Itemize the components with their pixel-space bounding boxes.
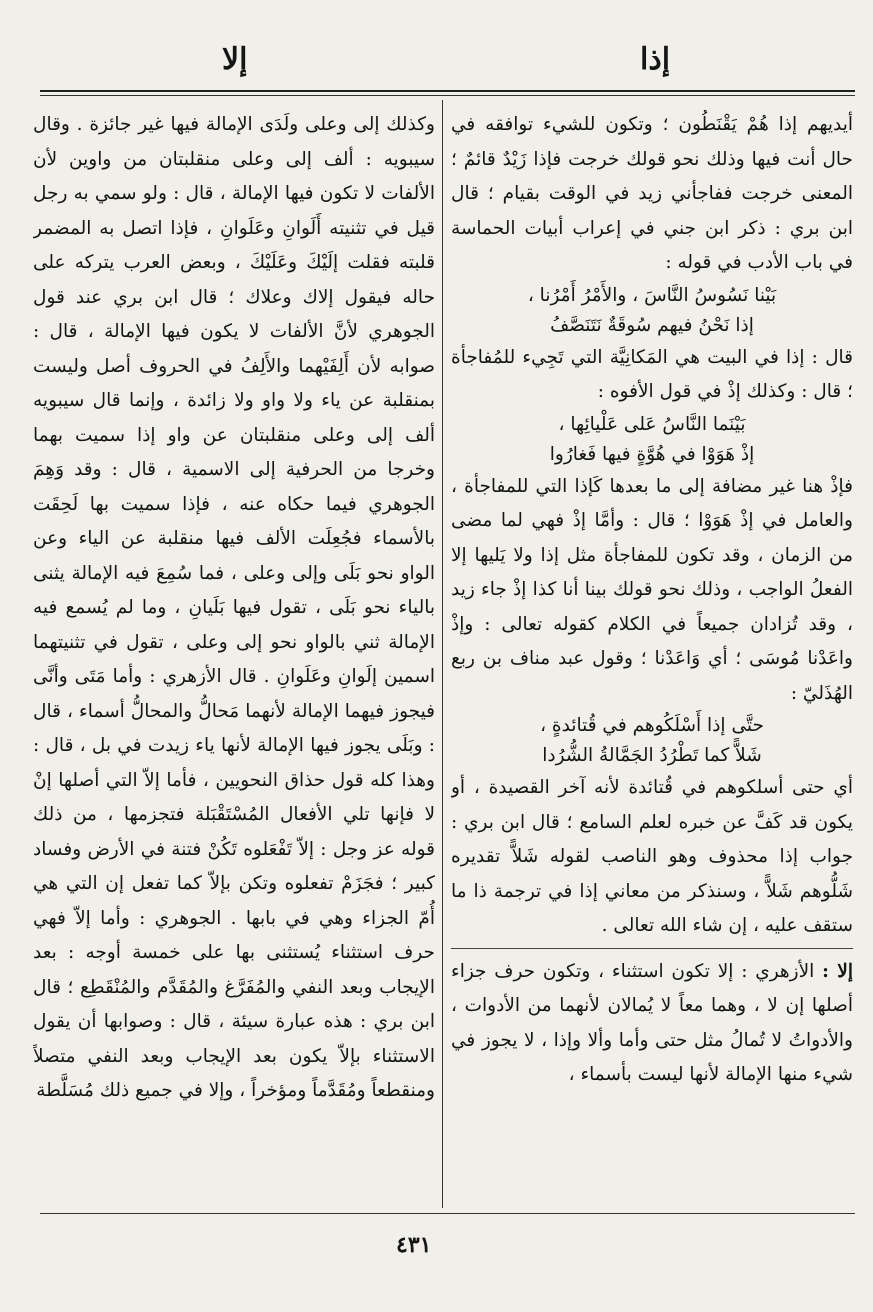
right-column [451,108,853,1206]
page-number: ٤٣١ [396,1232,432,1258]
header-left-word: إلا [222,42,248,77]
top-rule-thin [40,95,855,96]
right-paragraph-1: أيديهم إذا هُمْ يَقْنَطُون ؛ وتكون للشيء توافقه في حال أنت فيها وذلك نحو قولك خرجت فإذا زَيْدٌ قائمٌ ؛ المعنى خرجت ففاجأني زيد في الوقت بقيام ؛ قال ابن بري : ذكر ابن جني في إعراب أبيات الحماسة في باب الأدب في قوله : [451,114,853,273]
verse-2-line-2: إذْ هَوَوْا في هُوَّةٍ فيها فَغارُوا [549,443,755,465]
verse-1-line-1: بَيْنا نَسُوسُ النَّاسَ ، والأَمْرُ أَمْرُنا ، [527,284,777,306]
entry-headword: إلا : [822,960,853,982]
verse-2-line-1: بَيْنَما النَّاسُ عَلى عَلْيائِها ، [558,413,746,435]
right-paragraph-2: قال : إذا في البيت هي المَكانِيَّة التي تَجِيء للمُفاجأة ؛ قال : وكذلك إذْ في قول الأفوه : [451,346,853,402]
column-divider [442,100,443,1208]
left-paragraph-1: وكذلك إلى وعلى ولَدَى الإمالة فيها غير جائزة . وقال سيبويه : ألف إلى وعلى منقلبتان من واوين لأن الألفات لا تكون فيها الإمالة ، قال : ولو سمي به رجل قيل في تثنيته أَلَوانِ وعَلَوانِ ، فإذا اتصل به المضمر قلبته فقلت إلَيْكَ وعَلَيْكَ ، وبعض العرب يتركه على حاله فيقول إلاك وعلاك ؛ قال ابن بري عند قول الجوهري لأنَّ الألفات لا يكون فيها الإمالة ، قال : صوابه لأن أَلِفَيْهما والأَلِفُ في الحروف أصل وليست بمنقلبة عن ياء ولا واو ولا زائدة ، وإنما قال سيبويه ألف إلى وعلى منقلبتان عن واو إذا سميت بهما وخرجا من الحرفية إلى الاسمية ، قال : وقد وَهِمَ الجوهري فيما حكاه عنه ، فإذا سميت بها لَحِقَت بالأسماء فجُعِلَت الألف فيها منقلبة عن الياء وعن الواو نحو بَلَى وإلى وعلى ، فما سُمِعَ فيه الإمالة يثنى بالياء نحو بَلَى ، تقول فيها بَلَيانِ ، وما لم يُسمع فيه الإمالة ثني بالواو نحو إلى وعلى ، تقول في تثنيتهما اسمين إلَوانِ وعَلَوانِ . قال الأزهري : وأما مَتَى وأنَّى فيجوز فيهما الإمالة لأنهما مَحالُّ والمحالُّ أسماء ، قال : وبَلَى يجوز فيها الإمالة لأنها ياء زيدت في بل ، قال : وهذا كله قول حذاق النحويين ، فأما إلاّ التي أصلها إنْ لا فإنها تلي الأفعال المُسْتَقْبَلة فتجزمها ، من ذلك قوله عز وجل : إلاّ تَفْعَلوه تَكُنْ فتنة في الأرض وفساد كبير ؛ فجَزَمْ تفعلوه وتكن بإلاّ كما تفعل إن التي هي أُمّ الجزاء وهي في بابها . الجوهري : وأما إلاّ فهي حرف استثناء يُستثنى بها على خمسة أوجه : بعد الإيجاب وبعد النفي والمُفَرَّغ والمُقَدَّم والمُنْقَطِع ؛ قال ابن بري : هذه عبارة سيئة ، قال : وصوابها أن يقول الاستثناء بإلاّ يكون بعد الإيجاب وبعد النفي متصلاً ومنقطعاً ومُقَدَّماً ومؤخراً ، وإلا في جميع ذلك مُسَلَّطة [33,114,435,1101]
verse-1-line-2: إذا نَحْنُ فيهم سُوقَةٌ نَتَنَصَّفُ [550,314,754,336]
top-rule [40,90,855,92]
entry-illa [451,948,853,1093]
right-paragraph-4: أي حتى أسلكوهم في قُتائدة لأنه آخر القصيدة ، أو يكون قد كَفَّ عن خبره لعلم السامع ؛ قال ابن بري : جواب إذا محذوف وهو الناصب لقوله شَلاًّ تقديره شَلُّوهم شَلاًّ ، وسنذكر من معاني إذا في ترجمة ذا ما ستقف عليه ، إن شاء الله تعالى . [451,777,853,936]
verse-3-line-2: شَلاًّ كما تَطْرُدُ الجَمَّالةُ الشُّرُدا [542,745,762,766]
header-right-word: إذا [640,42,671,77]
verse-3-line-1: حتَّى إذا أَسْلَكُوهم في قُتائدةٍ ، [540,715,764,736]
right-paragraph-3: فإذْ هنا غير مضافة إلى ما بعدها كَإذا التي للمفاجأة ، والعامل في إذْ هَوَوْا ؛ قال : وأمَّا إذْ فهي لما مضى من الزمان ، وقد تكون للمفاجأة مثل إذا ولا يَليها إلا الفعلُ الواجب ، وذلك نحو قولك بينا أنا كذا إذْ جاء زيد ، وقد تُزادان جميعاً في الكلام كقوله تعالى : وإذْ واعَدْنا مُوسَى ؛ أي وَاعَدْنا ؛ وقول عبد مناف بن ربع الهُذَليّ : [451,475,853,704]
left-column [33,108,435,1206]
bottom-rule [40,1213,855,1214]
right-paragraph-5: الأزهري : إلا تكون استثناء ، وتكون حرف جزاء أصلها إن لا ، وهما معاً لا يُمالان لأنهما من الأدوات ، والأدواتُ لا تُمالُ مثل حتى وأما وألا وإذا ، لا يجوز في شيء منها الإمالة لأنها ليست بأسماء ، [451,960,853,1085]
